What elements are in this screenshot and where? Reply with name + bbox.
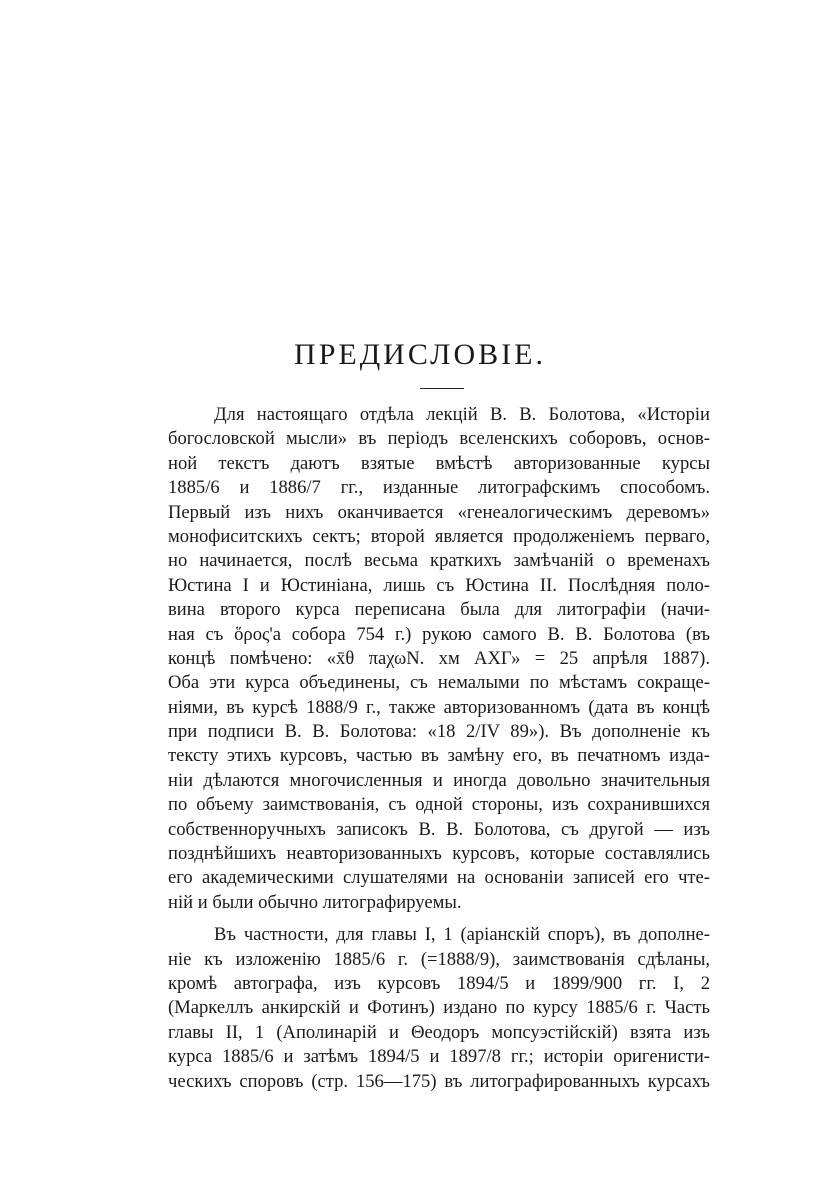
text-line: Юстина I и Юстиніана, лишь съ Юстина II. Послѣдняя поло- xyxy=(168,574,710,596)
text-line: тексту этихъ курсовъ, частью въ замѣну его, въ печатномъ изда- xyxy=(168,745,710,767)
text-line: вина второго курса переписана была для литографіи (начи- xyxy=(168,599,710,621)
text-line: ніе къ изложенію 1885/6 г. (=1888/9), заимствованія сдѣланы, xyxy=(168,948,710,970)
text-line: (Маркеллъ анкирскій и Фотинъ) издано по курсу 1885/6 г. Часть xyxy=(168,997,710,1019)
text-line: богословской мысли» въ періодъ вселенскихъ соборовъ, основ- xyxy=(168,428,710,450)
text-line: по объему заимствованія, съ одной стороны, изъ сохранившихся xyxy=(168,794,710,816)
text-line: курса 1885/6 и затѣмъ 1894/5 и 1897/8 гг.; исторіи оригенисти- xyxy=(168,1046,710,1068)
text-line: Для настоящаго отдѣла лекцій В. В. Болотова, «Исторіи xyxy=(214,404,710,425)
text-line: Въ частности, для главы I, 1 (аріанскій споръ), въ дополне- xyxy=(214,924,710,946)
paragraph-2 xyxy=(168,923,710,1094)
title-divider xyxy=(420,388,464,389)
text-line: ній и были обычно литографируемы. xyxy=(168,891,462,913)
text-line: при подписи В. В. Болотова: «18 2/IV 89»). Въ дополненіе къ xyxy=(168,721,710,743)
text-line: монофиситскихъ сектъ; второй является продолженіемъ перваго, xyxy=(168,525,710,547)
text-line: позднѣйшихъ неавторизованныхъ курсовъ, которые составлялись xyxy=(168,843,710,865)
text-line: ной текстъ даютъ взятые вмѣстѣ авторизованные курсы xyxy=(168,452,710,474)
text-line: ніями, въ курсѣ 1888/9 г., также авторизованномъ (дата въ концѣ xyxy=(168,696,710,718)
text-line: ческихъ споровъ (стр. 156—175) въ литографированныхъ курсахъ xyxy=(168,1070,710,1092)
text-line: ніи дѣлаются многочисленныя и иногда довольно значительныя xyxy=(168,769,710,791)
body-text xyxy=(168,403,710,1094)
text-line: 1885/6 и 1886/7 гг., изданные литографскимъ способомъ. xyxy=(168,477,710,499)
page-title: ПРЕДИСЛОВIЕ. xyxy=(294,338,546,371)
text-line: но начинается, послѣ весьма краткихъ замѣчаній о временахъ xyxy=(168,550,710,572)
text-line: Оба эти курса объединены, съ немалыми по мѣстамъ сокраще- xyxy=(168,672,710,694)
paragraph-1 xyxy=(168,403,710,915)
text-line: ная съ ὅρος'а собора 754 г.) рукою самого В. В. Болотова (въ xyxy=(168,623,710,645)
text-line: кромѣ автографа, изъ курсовъ 1894/5 и 1899/900 гг. I, 2 xyxy=(168,972,710,994)
paragraph-gap xyxy=(168,915,710,923)
text-line: главы II, 1 (Аполинарій и Θеодоръ мопсуэстійскій) взята изъ xyxy=(168,1021,710,1043)
text-line: Первый изъ нихъ оканчивается «генеалогическимъ деревомъ» xyxy=(168,501,710,523)
text-line: концѣ помѣчено: «x̄θ πaχωN. xм AXГ» = 25 апрѣля 1887). xyxy=(168,647,710,669)
text-line: собственноручныхъ записокъ В. В. Болотова, съ другой — изъ xyxy=(168,818,710,840)
text-line: его академическими слушателями на основаніи записей его чте- xyxy=(168,867,710,889)
